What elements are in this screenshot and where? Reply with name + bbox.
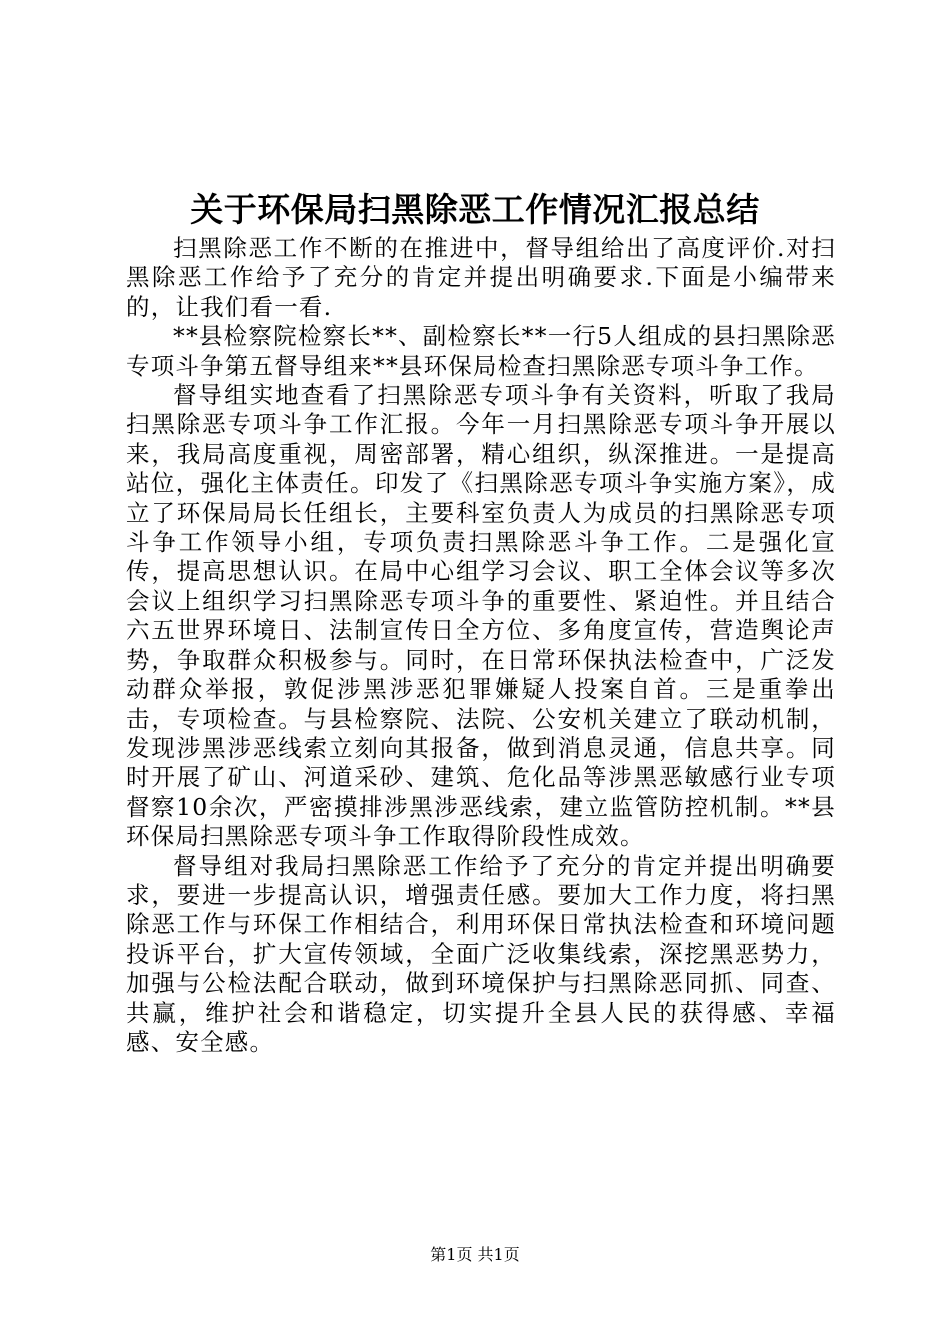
paragraph-work-report: 督导组实地查看了扫黑除恶专项斗争有关资料，听取了我局扫黑除恶专项斗争工作汇报。今年一月扫黑除恶专项斗争开展以来，我局高度重视，周密部署，精心组织，纵深推进。一是提高站位，强化主体责任。印发了《扫黑除恶专项斗争实施方案》，成立了环保局局长任组长，主要科室负责人为成员的扫黑除恶专项斗争工作领导小组，专项负责扫黑除恶斗争工作。二是强化宣传，提高思想认识。在局中心组学习会议、职工全体会议等多次会议上组织学习扫黑除恶专项斗争的重要性、紧迫性。并且结合六五世界环境日、法制宣传日全方位、多角度宣传，营造舆论声势，争取群众积极参与。同时，在日常环保执法检查中，广泛发动群众举报，敦促涉黑涉恶犯罪嫌疑人投案自首。三是重拳出击，专项检查。与县检察院、法院、公安机关建立了联动机制，发现涉黑涉恶线索立刻向其报备，做到消息灵通，信息共享。同时开展了矿山、河道采砂、建筑、危化品等涉黑恶敏感行业专项督察10余次，严密摸排涉黑涉恶线索，建立监管防控机制。**县环保局扫黑除恶专项斗争工作取得阶段性成效。 bbox=[126, 381, 836, 851]
paragraph-requirements: 督导组对我局扫黑除恶工作给予了充分的肯定并提出明确要求，要进一步提高认识，增强责任感。要加大工作力度，将扫黑除恶工作与环保工作相结合，利用环保日常执法检查和环境问题投诉平台，扩大宣传领域，全面广泛收集线索，深挖黑恶势力，加强与公检法配合联动，做到环境保护与扫黑除恶同抓、同查、共赢，维护社会和谐稳定，切实提升全县人民的获得感、幸福感、安全感。 bbox=[126, 851, 836, 1056]
paragraph-inspection-team: **县检察院检察长**、副检察长**一行5人组成的县扫黑除恶专项斗争第五督导组来**县环保局检查扫黑除恶专项斗争工作。 bbox=[126, 322, 836, 380]
paragraph-intro: 扫黑除恶工作不断的在推进中，督导组给出了高度评价.对扫黑除恶工作给予了充分的肯定并提出明确要求.下面是小编带来的，让我们看一看. bbox=[126, 234, 836, 321]
page-footer: 第1页 共1页 bbox=[430, 1245, 520, 1264]
document-body bbox=[126, 234, 836, 1057]
document-title: 关于环保局扫黑除恶工作情况汇报总结 bbox=[190, 190, 760, 229]
